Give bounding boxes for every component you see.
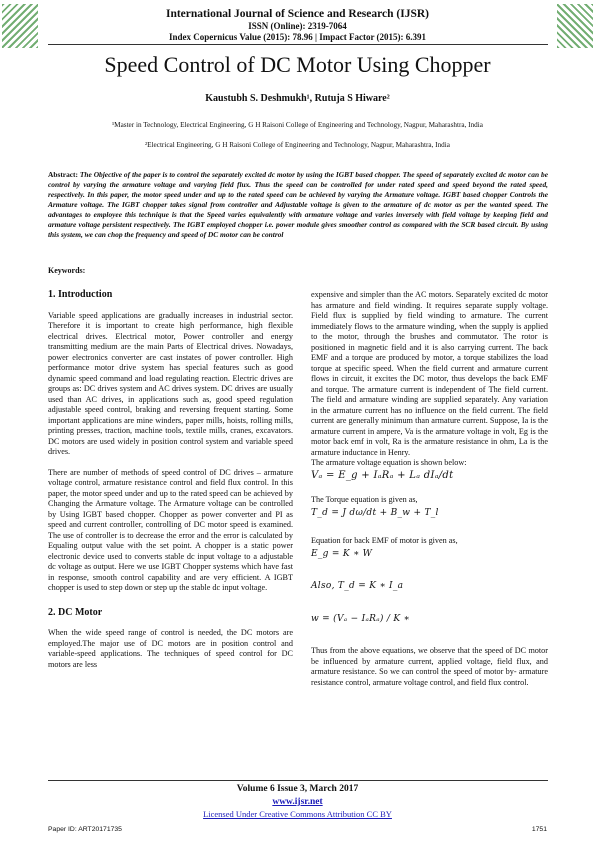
page-number: 1751 [531, 826, 547, 833]
torque-equation: T_d = J dω/dt + B_w + T_l [311, 507, 439, 518]
abstract-label: Abstract: [48, 170, 78, 179]
keywords-label: Keywords: [48, 266, 86, 275]
header-rule [48, 44, 548, 45]
paper-id: Paper ID: ART20171735 [48, 826, 122, 833]
footer-license-link[interactable]: Licensed Under Creative Commons Attribution CC BY [203, 809, 392, 819]
back-emf-equation: E_g = K ∗ W [311, 548, 373, 559]
torque-equation-intro: The Torque equation is given as, [311, 495, 418, 504]
intro-paragraph-2: There are number of methods of speed control of DC drives – armature voltage control, armature resistance control and field flux control. In this paper, the motor speed under and up to the rated speed can be achieved by Changing the Armature voltage. The Armature voltage can be controlled by Using IGBT based chopper. Chopper as power converter and PI as speed and current controller, controlling of DC motor speed is examined. The use of controller is to decrease the error and the error is calculated by Equaling output value with the set point. A chopper is a static power electronic device used to converts stable dc input voltage to a adjustable dc voltage as output. Here we use IGBT Chopper systems which have fast in response, smooth control capability and are very efficient. A IGBT chopper is used to step down or step up the stable dc input voltage. [48, 467, 293, 592]
section-heading-introduction: 1. Introduction [48, 289, 113, 300]
left-column [48, 290, 293, 680]
journal-issn: ISSN (Online): 2319-7064 [248, 21, 347, 31]
speed-equation: w = (Vₐ − IₐRₐ) / K ∗ [311, 613, 410, 624]
dc-motor-paragraph: When the wide speed range of control is needed, the DC motors are employed.The major use of DC motors are in position control and variable-speed applications. The techniques of speed control for DC motors are less [48, 628, 293, 669]
journal-header [0, 7, 595, 43]
affiliation-2: ²Electrical Engineering, G H Raisoni College of Engineering and Technology, Nagpur, Maharashtra, India [145, 141, 450, 149]
footer-rule [48, 780, 548, 781]
armature-voltage-equation: Vₐ = E_g + IₐRₐ + Lₐ dIₐ/dt [311, 469, 454, 481]
journal-name: International Journal of Science and Research (IJSR) [165, 8, 429, 20]
intro-paragraph-1: Variable speed applications are gradually increases in industrial sector. Therefore it is important to create high performance, high flexible electrical drives. Electrical motor, Power controller and energy transmitting medium are the main Parts of Electrical drives. Nowadays, power electronics converter are cast instates of power controller. High performance motor drive system has special features such as good dynamic speed command and load regulating reaction. Electric drives are groups as: DC drives system and AC drives system. DC drives are usually used than AC drives, in applications such as, good speed regulation adjustable speed control, braking and reversing frequent starting. Some important applications are mine winders, paper mills, hoists, rolling mills, printing presses, traction, machine tools, textile mills, cranes, excavators. DC motors are used widely in position control system and variable speed drives. [48, 310, 293, 456]
right-column [311, 290, 548, 698]
paper-title: Speed Control of DC Motor Using Chopper [104, 52, 491, 77]
dc-motor-paragraph-continued: expensive and simpler than the AC motors. Separately excited dc motor has armature and field winding. It requires separate supply voltage. Field flux is supplied by field winding to armature. The current immediately flows to the armature winding, when the supply is applied to the motor, through the brushes and commutator. The rotor is positioned in magnetic field and it is also carrying current. The back EMF and a torque are produced by motor, a torque stabilizes the load torque at specific speed. When the field current and armature current flows in circuit, it excites the DC motor, thus develops the back EMF and torque. The armature current is independent of The field current. The field and armature winding are supplied separately. Any variation in the armature current has no influence on the field current. The field current are generally minimum than armature current. Suppose, Ia is the armature current in ampere, Va is the armature voltage in volt, Eg is the motor back emf in volt, Ra is the armature resistance in ohm, La is the armature inductance in Henry. [311, 290, 548, 457]
armature-equation-intro: The armature voltage equation is shown below: [311, 458, 467, 467]
torque-constant-equation: Also, T_d = K ∗ I_a [311, 581, 404, 591]
footer-volume: Volume 6 Issue 3, March 2017 [236, 784, 359, 794]
abstract-text: The Objective of the paper is to control the separately excited dc motor by using the IGBT based chopper. The speed of separately excited dc motor can be control by varying the armature voltage and varying field flux. Thus the speed can be controlled for under rated speed and speed beyond the rated speed, respectively. In this paper, the motor speed under and up to the rated speed can be achieved by varying the Armature voltage. IGBT based chopper Controls the Armature voltage. The IGBT chopper takes signal from controller and Adjustable voltage is given to the armature of dc motor as per the wanted speed. The advantages to employee this technique is that the Speed varies equivalently with armature voltage and varies inversely with field voltage by keeping field and armature voltage persistent respectively. The IGBT employed chopper i.e. power module gives smoother control as compared with the SCR based circuit. By using this system, we can chop the frequency and speed of DC motor can be control [48, 170, 548, 239]
section-heading-dc-motor: 2. DC Motor [48, 606, 103, 618]
footer-site-link[interactable]: www.ijsr.net [272, 797, 323, 807]
journal-index: Index Copernicus Value (2015): 78.96 | Impact Factor (2015): 6.391 [168, 32, 427, 42]
abstract [48, 170, 548, 240]
paper-authors: Kaustubh S. Deshmukh¹, Rutuja S Hiware² [205, 93, 390, 104]
conclusion-paragraph: Thus from the above equations, we observe that the speed of DC motor be influenced by armature current, applied voltage, field flux, and armature resistance. So we can control the speed of motor by- armature resistance control, armature voltage control, and field flux control. [311, 646, 548, 687]
back-emf-equation-intro: Equation for back EMF of motor is given as, [311, 536, 458, 545]
affiliation-1: ¹Master in Technology, Electrical Engineering, G H Raisoni College of Engineering and Technology, Nagpur, Maharashtra, India [112, 121, 483, 129]
